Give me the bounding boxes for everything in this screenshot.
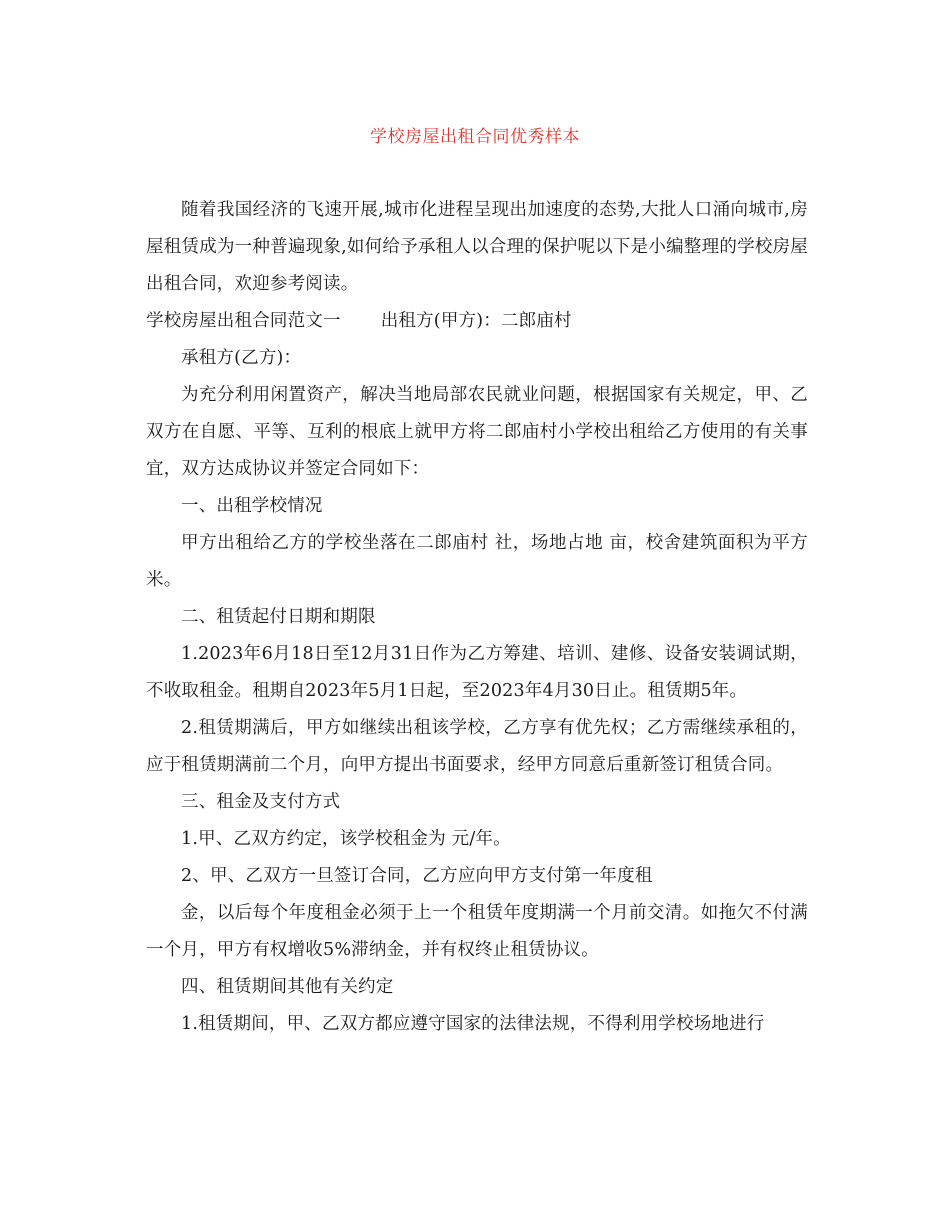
section-1-body: 甲方出租给乙方的学校坐落在二郎庙村 社，场地占地 亩，校舍建筑面积为平方米。 <box>146 533 808 590</box>
section-2-clause-2: 2.租赁期满后，甲方如继续出租该学校，乙方享有优先权；乙方需继续承租的，应于租赁期满前二个月，向甲方提出书面要求，经甲方同意后重新签订租赁合同。 <box>146 718 808 775</box>
lessor-line: 出租方(甲方)：二郎庙村 <box>380 311 572 331</box>
section-3-clause-2: 2、甲、乙双方一旦签订合同，乙方应向甲方支付第一年度租 <box>181 866 653 886</box>
intro-paragraph: 随着我国经济的飞速开展,城市化进程呈现出加速度的态势,大批人口涌向城市,房屋租赁成为一种普遍现象,如何给予承租人以合理的保护呢以下是小编整理的学校房屋出租合同，欢迎参考阅读。 <box>146 200 808 294</box>
section-3-heading: 三、租金及支付方式 <box>181 792 341 812</box>
section-3-clause-2-continued: 金，以后每个年度租金必须于上一个租赁年度期满一个月前交清。如拖欠不付满一个月，甲方有权增收5%滞纳金，并有权终止租赁协议。 <box>146 903 808 960</box>
section-3-clause-1: 1.甲、乙双方约定，该学校租金为 元/年。 <box>181 829 511 849</box>
section-2-heading: 二、租赁起付日期和期限 <box>181 607 376 627</box>
sample-heading-title: 学校房屋出租合同范文一 <box>146 311 341 331</box>
preamble-paragraph: 为充分利用闲置资产，解决当地局部农民就业问题，根据国家有关规定，甲、乙双方在自愿、平等、互利的根底上就甲方将二郎庙村小学校出租给乙方使用的有关事宜，双方达成协议并签定合同如下： <box>146 385 808 479</box>
section-1-heading: 一、出租学校情况 <box>181 496 323 516</box>
document-body <box>146 192 808 1043</box>
section-4-heading: 四、租赁期间其他有关约定 <box>181 977 394 997</box>
document-title: 学校房屋出租合同优秀样本 <box>370 127 580 147</box>
lessee-line: 承租方(乙方)： <box>181 348 302 368</box>
sample-heading-line <box>146 303 808 340</box>
section-4-clause-1: 1.租赁期间，甲、乙双方都应遵守国家的法律法规，不得利用学校场地进行 <box>181 1014 765 1034</box>
section-2-clause-1: 1.2023年6月18日至12月31日作为乙方筹建、培训、建修、设备安装调试期，不收取租金。租期自2023年5月1日起，至2023年4月30日止。租赁期5年。 <box>146 644 808 701</box>
